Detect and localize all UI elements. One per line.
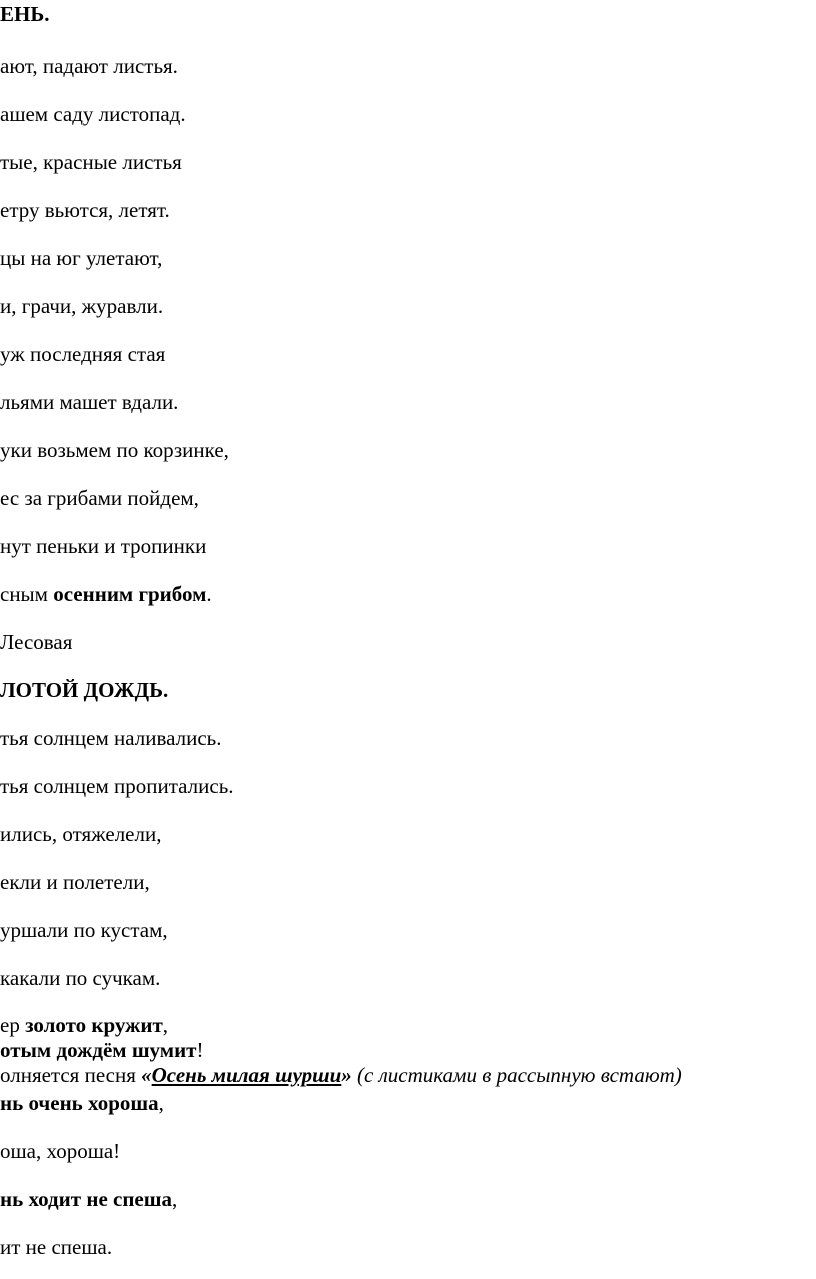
song-name: Осень милая шурши: [151, 1063, 342, 1087]
poem1-line-12: [0, 584, 212, 605]
song-note: (с листиками в рассыпную встают): [351, 1063, 682, 1087]
song-line-4: ит не спеша.: [0, 1235, 113, 1259]
song-line-3-end: ,: [171, 1187, 178, 1211]
song-quote-close: »: [341, 1063, 352, 1087]
poem2-line-6: какали по сучкам.: [0, 966, 161, 990]
poem1-line-12-start: сным: [0, 582, 54, 606]
song-line-1-end: ,: [158, 1091, 164, 1115]
poem1-line-2: ашем саду листопад.: [0, 102, 186, 126]
poem1-line-1: ают, падают листья.: [0, 54, 178, 78]
song-quote-open: «: [141, 1063, 152, 1087]
poem1-line-10: ес за грибами пойдем,: [0, 486, 199, 510]
song-line-3: [0, 1189, 177, 1210]
poem2-line-4: екли и полетели,: [0, 870, 150, 894]
poem2-line-1: тья солнцем наливались.: [0, 726, 222, 750]
poem1-line-12-bold: осенним грибом: [53, 582, 207, 606]
poem1-line-4: етру вьются, летят.: [0, 198, 170, 222]
poem2-line-7-bold: золото кружит: [25, 1013, 163, 1037]
poem2-line-7-start: ер: [0, 1013, 26, 1037]
song-intro-line: [0, 1065, 682, 1086]
song-intro: олняется песня: [0, 1063, 142, 1087]
poem1-line-11: нут пеньки и тропинки: [0, 534, 207, 558]
poem1-line-3: тые, красные листья: [0, 150, 182, 174]
poem1-line-8: льями машет вдали.: [0, 390, 179, 414]
poem2-line-7-end: ,: [162, 1013, 169, 1037]
poem1-title: ЕНЬ.: [0, 2, 50, 26]
poem2-title: ЛОТОЙ ДОЖДЬ.: [0, 678, 169, 702]
poem1-line-6: и, грачи, журавли.: [0, 294, 164, 318]
song-line-3-bold: нь ходит не спеша: [0, 1187, 172, 1211]
poem2-line-8: [0, 1040, 204, 1061]
song-line-2: оша, хороша!: [0, 1139, 121, 1163]
poem1-line-9: уки возьмем по корзинке,: [0, 438, 229, 462]
poem2-line-5: уршали по кустам,: [0, 918, 168, 942]
poem2-line-2: тья солнцем пропитались.: [0, 774, 234, 798]
poem1-line-7: уж последняя стая: [0, 342, 166, 366]
poem2-line-8-bold: отым дождём шумит: [0, 1038, 197, 1062]
poem1-author: Лесовая: [0, 630, 73, 654]
poem2-line-3: ились, отяжелели,: [0, 822, 162, 846]
poem2-line-7: [0, 1015, 168, 1036]
poem1-line-12-end: .: [206, 582, 212, 606]
poem2-line-8-end: !: [196, 1038, 204, 1062]
poem1-line-5: цы на юг улетают,: [0, 246, 163, 270]
song-line-1-bold: нь очень хороша: [0, 1091, 159, 1115]
song-line-1: [0, 1093, 164, 1114]
